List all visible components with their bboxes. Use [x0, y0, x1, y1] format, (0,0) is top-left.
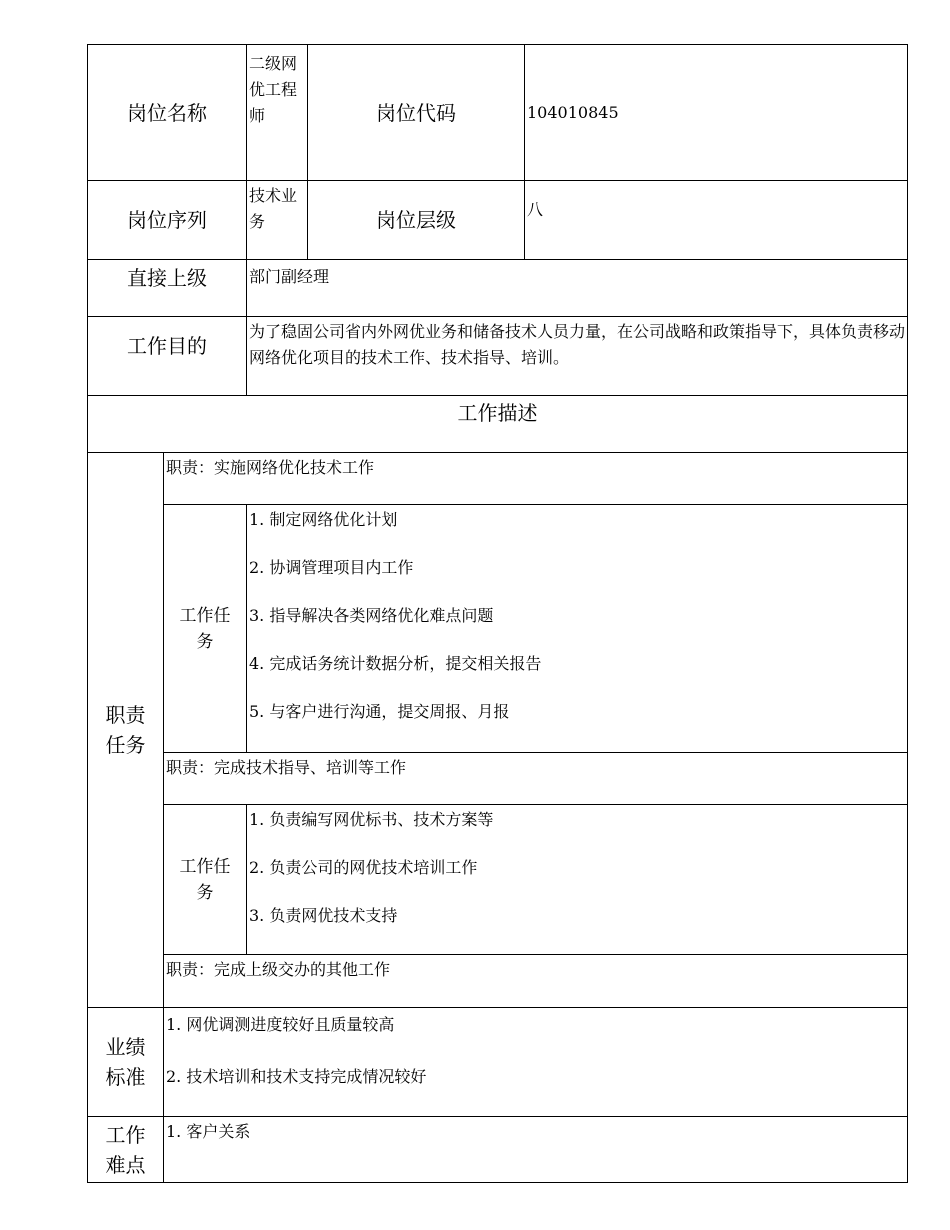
duty-title-2: 职责：完成技术指导、培训等工作 — [164, 753, 908, 805]
list-item: 1. 网优调测进度较好且质量较高 — [166, 1015, 395, 1034]
description-heading: 工作描述 — [88, 396, 908, 453]
difficulty-label: 工作难点 — [88, 1117, 164, 1183]
list-item: 3. 负责网优技术支持 — [249, 906, 398, 925]
duty-title-3: 职责：完成上级交办的其他工作 — [164, 955, 908, 1008]
task-label-2: 工作任务 — [164, 805, 247, 955]
level-value: 八 — [525, 181, 908, 260]
difficulty-list — [164, 1117, 908, 1183]
list-item: 1. 客户关系 — [166, 1122, 251, 1141]
list-item: 1. 制定网络优化计划 — [249, 510, 398, 529]
superior-label: 直接上级 — [88, 260, 247, 317]
task-list-2 — [247, 805, 908, 955]
job-description-table — [87, 44, 908, 1183]
performance-list — [164, 1008, 908, 1117]
task-label-1: 工作任务 — [164, 505, 247, 753]
sequence-label: 岗位序列 — [88, 181, 247, 260]
list-item: 2. 协调管理项目内工作 — [249, 558, 414, 577]
list-item: 2. 负责公司的网优技术培训工作 — [249, 858, 478, 877]
duties-label: 职责任务 — [88, 453, 164, 1008]
post-name-label: 岗位名称 — [88, 45, 247, 181]
list-item: 2. 技术培训和技术支持完成情况较好 — [166, 1067, 427, 1086]
duty-title-1: 职责：实施网络优化技术工作 — [164, 453, 908, 505]
list-item: 4. 完成话务统计数据分析，提交相关报告 — [249, 654, 542, 673]
post-code-label: 岗位代码 — [308, 45, 525, 181]
purpose-value: 为了稳固公司省内外网优业务和储备技术人员力量，在公司战略和政策指导下，具体负责移动网络优化项目的技术工作、技术指导、培训。 — [247, 317, 908, 396]
performance-label: 业绩标准 — [88, 1008, 164, 1117]
post-name-value: 二级网优工程师 — [247, 45, 308, 181]
level-label: 岗位层级 — [308, 181, 525, 260]
list-item: 1. 负责编写网优标书、技术方案等 — [249, 810, 494, 829]
list-item: 5. 与客户进行沟通，提交周报、月报 — [249, 702, 510, 721]
purpose-label: 工作目的 — [88, 317, 247, 396]
sequence-value: 技术业务 — [247, 181, 308, 260]
post-code-value: 104010845 — [525, 45, 908, 181]
task-list-1 — [247, 505, 908, 753]
list-item: 3. 指导解决各类网络优化难点问题 — [249, 606, 494, 625]
superior-value: 部门副经理 — [247, 260, 908, 317]
